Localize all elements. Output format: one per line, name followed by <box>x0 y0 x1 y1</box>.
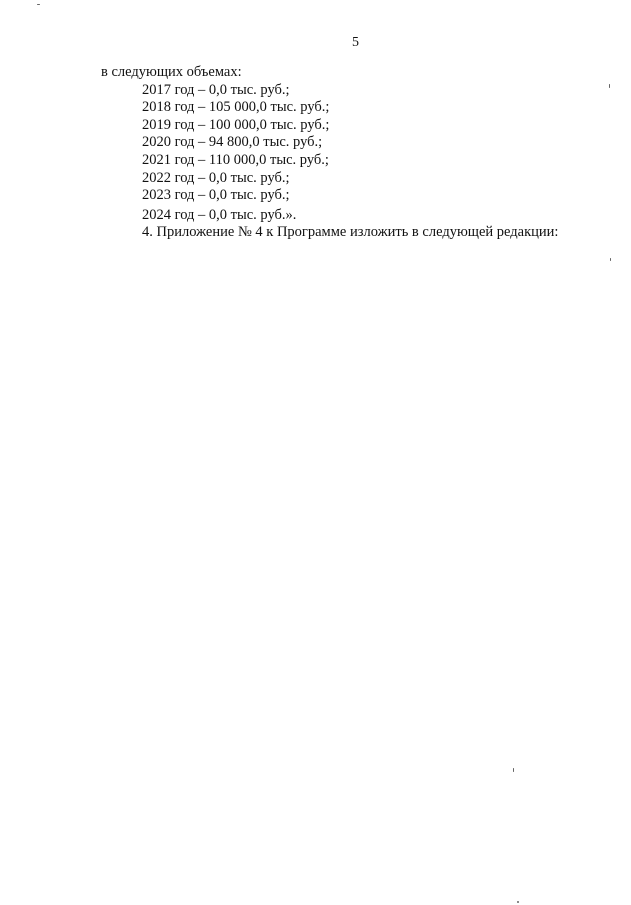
scan-speck <box>610 258 611 261</box>
funding-line-2017: 2017 год – 0,0 тыс. руб.; <box>142 81 290 98</box>
funding-line-2020: 2020 год – 94 800,0 тыс. руб.; <box>142 134 323 151</box>
page-number: 5 <box>352 35 359 50</box>
intro-line: в следующих объемах: <box>101 64 242 80</box>
scan-speck <box>37 4 40 5</box>
funding-line-2022: 2022 год – 0,0 тыс. руб.; <box>142 169 290 186</box>
funding-line-2023: 2023 год – 0,0 тыс. руб.; <box>142 187 290 204</box>
document-body <box>101 64 601 242</box>
scan-speck <box>513 768 514 772</box>
scan-speck <box>609 84 610 88</box>
item-4-line: 4. Приложение № 4 к Программе изложить в следующей редакции: <box>142 224 559 241</box>
funding-line-2021: 2021 год – 110 000,0 тыс. руб.; <box>142 151 329 168</box>
scan-speck <box>517 901 519 903</box>
funding-line-2018: 2018 год – 105 000,0 тыс. руб.; <box>142 99 330 116</box>
funding-line-2024: 2024 год – 0,0 тыс. руб.». <box>142 206 297 223</box>
funding-line-2019: 2019 год – 100 000,0 тыс. руб.; <box>142 116 330 133</box>
